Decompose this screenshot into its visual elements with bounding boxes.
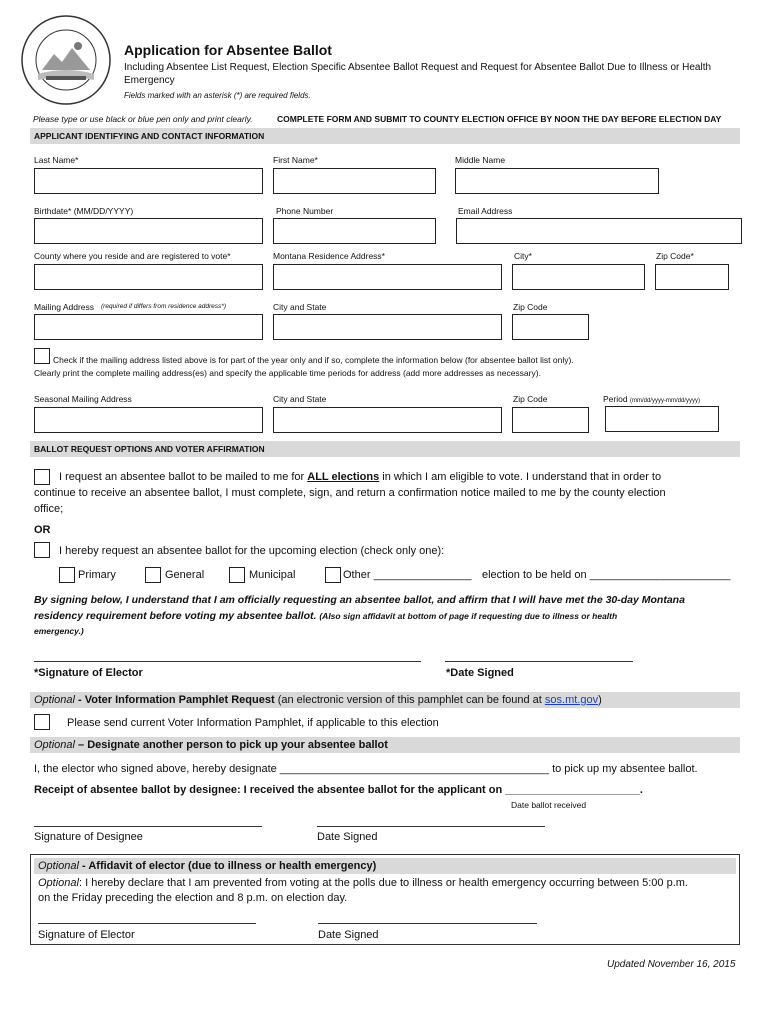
seasonal-city-state-label: City and State [273, 394, 327, 404]
period-format: (mm/dd/yyyy-mm/dd/yyyy) [629, 398, 700, 404]
general-checkbox[interactable] [145, 567, 161, 583]
designee-title: – Designate another person to pick up your absentee ballot [74, 739, 388, 751]
ballot-section-title: BALLOT REQUEST OPTIONS AND VOTER AFFIRMATION [34, 444, 265, 454]
instruction-italic: Please type or use black or blue pen only and print clearly. [33, 114, 253, 124]
designee-date-line[interactable] [317, 826, 545, 827]
affirmation-line2-text: residency requirement before voting my absentee ballot. [34, 610, 317, 622]
all-elections-post: in which I am eligible to vote. I understand that in order to [379, 471, 662, 483]
seasonal-address-checkbox[interactable] [34, 348, 50, 364]
email-field[interactable] [456, 218, 742, 244]
all-elections-text [59, 471, 661, 483]
city-label: City* [514, 251, 532, 261]
period-text: Period [603, 394, 628, 404]
other-checkbox[interactable] [325, 567, 341, 583]
elector-date-line[interactable] [445, 661, 633, 662]
designee-signature-label: Signature of Designee [34, 831, 143, 843]
affirmation-line1: By signing below, I understand that I am officially requesting an absentee ballot, and affirm that I will have met the 30-day Montana [34, 594, 685, 606]
elector-signature-label: *Signature of Elector [34, 667, 143, 679]
all-elections-line3: office; [34, 503, 64, 515]
election-date-label: election to be held on _______________________ [482, 569, 731, 581]
pamphlet-title: - Voter Information Pamphlet Request [74, 694, 275, 706]
seasonal-check-text-1: Check if the mailing address listed above is for part of the year only and if so, complete the information below (for absentee ballot list only). [53, 355, 574, 365]
municipal-checkbox[interactable] [229, 567, 245, 583]
first-name-label: First Name* [273, 155, 318, 165]
affidavit-optional2: Optional [38, 877, 79, 889]
all-elections-pre: I request an absentee ballot to be mailed to me for [59, 471, 308, 483]
mailing-address-label: Mailing Address [34, 302, 95, 312]
seasonal-address-field[interactable] [34, 407, 263, 433]
affirmation-small: (Also sign affidavit at bottom of page if requesting due to illness or health [319, 611, 618, 621]
page-title: Application for Absentee Ballot [124, 42, 332, 58]
city-field[interactable] [512, 264, 645, 290]
or-label: OR [34, 524, 51, 536]
seasonal-zip-label: Zip Code [513, 394, 548, 404]
municipal-label: Municipal [249, 569, 296, 581]
residence-address-field[interactable] [273, 264, 502, 290]
mailing-city-state-field[interactable] [273, 314, 502, 340]
mailing-zip-field[interactable] [512, 314, 589, 340]
required-note: Fields marked with an asterisk (*) are required fields. [124, 91, 311, 100]
last-name-field[interactable] [34, 168, 263, 194]
all-elections-line2: continue to receive an absentee ballot, I must complete, sign, and return a confirmation notice mailed to me by the county election [34, 487, 666, 499]
pamphlet-section-title [34, 694, 602, 706]
first-name-field[interactable] [273, 168, 436, 194]
updated-date: Updated November 16, 2015 [607, 959, 736, 970]
applicant-section-title: APPLICANT IDENTIFYING AND CONTACT INFORMATION [34, 131, 265, 141]
affidavit-date-label: Date Signed [318, 929, 379, 941]
elector-signature-line[interactable] [34, 661, 421, 662]
mailing-city-state-label: City and State [273, 302, 327, 312]
county-field[interactable] [34, 264, 263, 290]
pamphlet-desc: (an electronic version of this pamphlet can be found at [274, 694, 545, 706]
upcoming-election-text: I hereby request an absentee ballot for the upcoming election (check only one): [59, 545, 445, 557]
seasonal-city-state-field[interactable] [273, 407, 502, 433]
mailing-note: (required if differs from residence address*) [101, 303, 226, 310]
affidavit-signature-label: Signature of Elector [38, 929, 135, 941]
affidavit-signature-line[interactable] [38, 923, 256, 924]
phone-label: Phone Number [276, 206, 334, 216]
date-received-label: Date ballot received [511, 800, 587, 810]
affidavit-line1 [38, 877, 688, 889]
primary-label: Primary [78, 569, 116, 581]
all-elections-checkbox[interactable] [34, 469, 50, 485]
pamphlet-checkbox[interactable] [34, 714, 50, 730]
affidavit-date-line[interactable] [318, 923, 537, 924]
seasonal-check-text-2: Clearly print the complete mailing address(es) and specify the applicable time periods for address (add more addresses as necessary). [34, 368, 541, 378]
other-label: Other ________________ [343, 569, 472, 581]
residence-address-label: Montana Residence Address* [273, 251, 385, 261]
period-label [603, 394, 700, 404]
designee-statement: I, the elector who signed above, hereby designate ____________________________________________ to pick up my absentee ballot. [34, 763, 698, 775]
middle-name-label: Middle Name [455, 155, 506, 165]
affidavit-optional: Optional [38, 860, 79, 872]
all-elections-emph: ALL elections [307, 471, 380, 483]
affidavit-title: - Affidavit of elector (due to illness or health emergency) [78, 860, 377, 872]
county-label: County where you reside and are registered to vote* [34, 251, 231, 261]
middle-name-field[interactable] [455, 168, 659, 194]
designee-date-label: Date Signed [317, 831, 378, 843]
mailing-zip-label: Zip Code [513, 302, 548, 312]
birthdate-field[interactable] [34, 218, 263, 244]
pamphlet-optional: Optional [34, 694, 75, 706]
phone-field[interactable] [273, 218, 436, 244]
pamphlet-checkbox-label: Please send current Voter Information Pamphlet, if applicable to this election [67, 717, 439, 729]
general-label: General [165, 569, 205, 581]
affidavit-line2: on the Friday preceding the election and 8 p.m. on election day. [38, 892, 348, 904]
designee-section-title [34, 739, 388, 751]
zip-field[interactable] [655, 264, 729, 290]
pamphlet-close: ) [598, 694, 602, 706]
upcoming-election-checkbox[interactable] [34, 542, 50, 558]
designee-signature-line[interactable] [34, 826, 262, 827]
sos-link[interactable]: sos.mt.gov [544, 694, 599, 706]
seasonal-address-label: Seasonal Mailing Address [34, 394, 132, 404]
period-field[interactable] [605, 406, 719, 432]
elector-date-label: *Date Signed [446, 667, 514, 679]
last-name-label: Last Name* [34, 155, 79, 165]
designee-optional: Optional [34, 739, 75, 751]
affidavit-line1-text: : I hereby declare that I am prevented from voting at the polls due to illness or health emergency occurring between 5:00 p.m. [78, 877, 688, 889]
affirmation-line3: emergency.) [34, 626, 84, 636]
primary-checkbox[interactable] [59, 567, 75, 583]
zip-label: Zip Code* [656, 251, 694, 261]
seasonal-zip-field[interactable] [512, 407, 589, 433]
designee-receipt: Receipt of absentee ballot by designee: I received the absentee ballot for the applicant on ______________________. [34, 784, 643, 796]
page-subtitle: Including Absentee List Request, Election Specific Absentee Ballot Request and Request for Absentee Ballot Due to Illness or Health Emergency [124, 62, 712, 86]
affidavit-section-title [38, 860, 376, 872]
affirmation-line2 [34, 610, 617, 622]
birthdate-label: Birthdate* (MM/DD/YYYY) [34, 206, 134, 216]
mailing-address-field[interactable] [34, 314, 263, 340]
instruction-bold: COMPLETE FORM AND SUBMIT TO COUNTY ELECTION OFFICE BY NOON THE DAY BEFORE ELECTION DAY [277, 114, 722, 124]
state-seal [20, 14, 112, 106]
email-label: Email Address [458, 206, 513, 216]
